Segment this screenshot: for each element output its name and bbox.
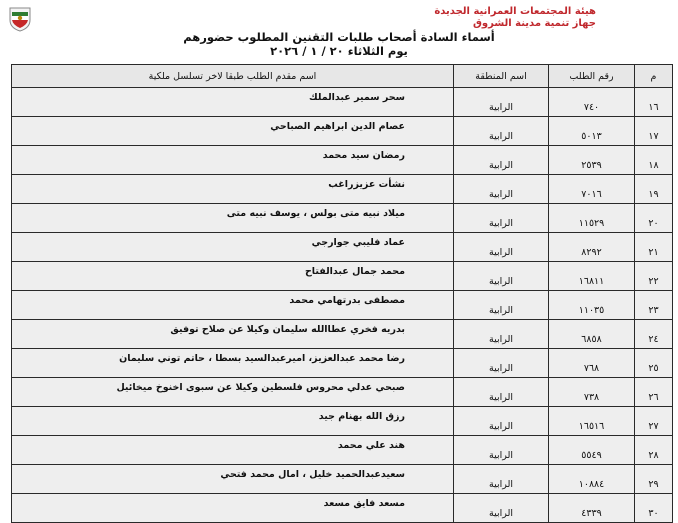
cell-name: رزق الله بهنام جيد (12, 407, 454, 436)
cell-region: الرابية (454, 436, 549, 465)
cell-name: رمضان سيد محمد (12, 146, 454, 175)
cell-region: الرابية (454, 204, 549, 233)
table-row (12, 146, 673, 175)
cell-name: ميلاد نبيه متى بولس ، يوسف نبيه متى (12, 204, 454, 233)
cell-code: ١٦٨١١ (549, 262, 635, 291)
cell-name: محمد جمال عبدالفتاح (12, 262, 454, 291)
table-row (12, 233, 673, 262)
cell-region: الرابية (454, 262, 549, 291)
table-row (12, 436, 673, 465)
cell-num: ٢٣ (635, 291, 673, 320)
cell-code: ٥٥٤٩ (549, 436, 635, 465)
cell-num: ٢٩ (635, 465, 673, 494)
cell-code: ٧٠١٦ (549, 175, 635, 204)
table-row (12, 291, 673, 320)
cell-num: ٢٨ (635, 436, 673, 465)
org-name: هيئة المجتمعات العمرانية الجديدة (434, 6, 596, 17)
cell-code: ٧٦٨ (549, 349, 635, 378)
table-row (12, 494, 673, 523)
cell-name: عصام الدين ابراهيم الصباحي (12, 117, 454, 146)
cell-region: الرابية (454, 146, 549, 175)
cell-name: هند علي محمد (12, 436, 454, 465)
cell-region: الرابية (454, 407, 549, 436)
cell-region: الرابية (454, 320, 549, 349)
org-subname: جهاز تنمية مدينة الشروق (472, 18, 596, 29)
table-header-row (12, 65, 673, 88)
page-title: أسماء السادة أصحاب طلبات التقنين المطلوب حضورهم (183, 30, 495, 44)
cell-code: ١١٥٢٩ (549, 204, 635, 233)
cell-code: ٦٨٥٨ (549, 320, 635, 349)
cell-code: ٤٣٣٩ (549, 494, 635, 523)
cell-region: الرابية (454, 291, 549, 320)
cell-name: مسعد فايق مسعد (12, 494, 454, 523)
table-row (12, 407, 673, 436)
organization-header (434, 6, 596, 30)
cell-code: ٧٤٠ (549, 88, 635, 117)
cell-name: عماد فليبي جوارجي (12, 233, 454, 262)
col-header-name: اسم مقدم الطلب طبقا لاخر تسلسل ملكية (12, 65, 454, 88)
cell-region: الرابية (454, 233, 549, 262)
applicants-table (11, 64, 673, 523)
table-row (12, 88, 673, 117)
cell-region: الرابية (454, 378, 549, 407)
table-row (12, 262, 673, 291)
cell-region: الرابية (454, 494, 549, 523)
col-header-code: رقم الطلب (549, 65, 635, 88)
cell-code: ١٠٨٨٤ (549, 465, 635, 494)
table-row (12, 117, 673, 146)
cell-code: ٥٠١٣ (549, 117, 635, 146)
cell-region: الرابية (454, 465, 549, 494)
cell-num: ٢٧ (635, 407, 673, 436)
cell-code: ١٦٥١٦ (549, 407, 635, 436)
table-row (12, 320, 673, 349)
cell-code: ٨٢٩٢ (549, 233, 635, 262)
date-line: يوم الثلاثاء ٢٠ / ١ / ٢٠٢٦ (270, 44, 408, 58)
cell-name: سحر سمير عبدالملك (12, 88, 454, 117)
cell-region: الرابية (454, 88, 549, 117)
cell-num: ٢١ (635, 233, 673, 262)
cell-code: ٢٥٣٩ (549, 146, 635, 175)
cell-code: ٧٣٨ (549, 378, 635, 407)
cell-region: الرابية (454, 175, 549, 204)
cell-region: الرابية (454, 349, 549, 378)
col-header-region: اسم المنطقة (454, 65, 549, 88)
cell-num: ١٦ (635, 88, 673, 117)
cell-num: ١٩ (635, 175, 673, 204)
cell-num: ٢٦ (635, 378, 673, 407)
cell-name: بدريه فخري عطاالله سليمان وكيلا عن صلاح توفيق (12, 320, 454, 349)
col-header-num: م (635, 65, 673, 88)
table-row (12, 465, 673, 494)
cell-num: ١٧ (635, 117, 673, 146)
table-row (12, 204, 673, 233)
cell-num: ٢٤ (635, 320, 673, 349)
cell-num: ١٨ (635, 146, 673, 175)
cell-code: ١١٠٣٥ (549, 291, 635, 320)
table-row (12, 175, 673, 204)
cell-name: رضا محمد عبدالعزيز، اميرعبدالسيد بسطا ، حاتم توني سليمان (12, 349, 454, 378)
cell-name: نشأت عزيزراغب (12, 175, 454, 204)
cell-name: سعيدعبدالحميد خليل ، امال محمد فتحي (12, 465, 454, 494)
cell-num: ٣٠ (635, 494, 673, 523)
cell-region: الرابية (454, 117, 549, 146)
cell-num: ٢٥ (635, 349, 673, 378)
table-row (12, 349, 673, 378)
cell-name: مصطفى بدرتهامي محمد (12, 291, 454, 320)
cell-num: ٢٠ (635, 204, 673, 233)
cell-name: صبحي عدلي محروس فلسطين وكيلا عن سبوى اخنوخ ميخائيل (12, 378, 454, 407)
table-row (12, 378, 673, 407)
ministry-logo (6, 4, 34, 32)
cell-num: ٢٢ (635, 262, 673, 291)
